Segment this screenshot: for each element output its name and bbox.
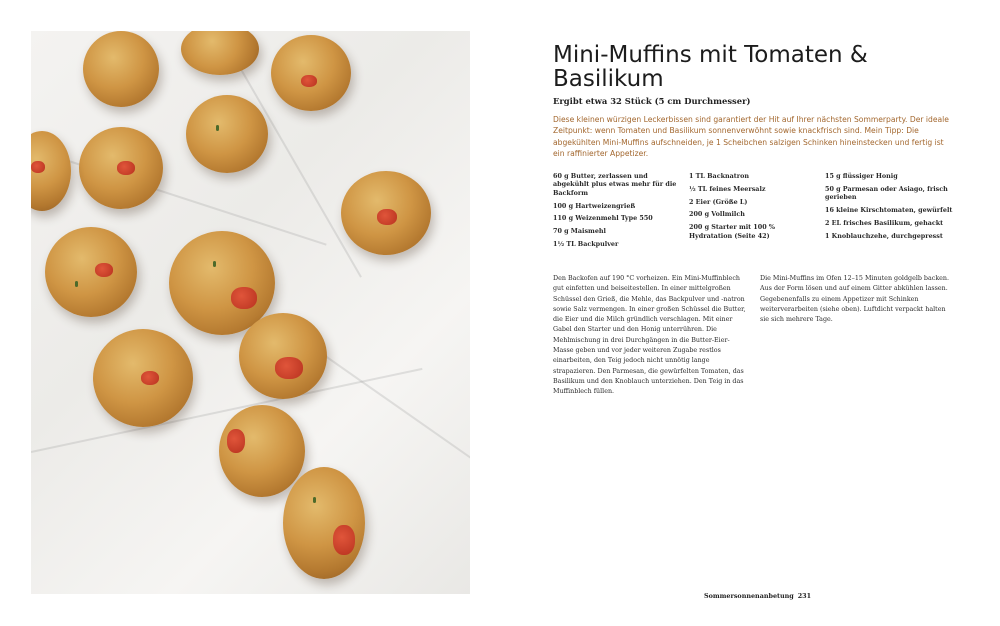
ingredient-item: 16 kleine Kirschtomaten, gewürfelt: [825, 206, 953, 214]
ingredient-item: 1 Knoblauchzehe, durchgepresst: [825, 231, 943, 240]
yield-text: Ergibt etwa 32 Stück (5 cm Durchmesser): [553, 96, 751, 106]
ingredients-column-1: [553, 172, 681, 253]
ingredients-column-3: [825, 172, 953, 244]
ingredient-item: 200 g Starter mit 100 % Hydratation (Seite 42): [689, 223, 775, 240]
page-number: 231: [797, 592, 812, 600]
muffin: [271, 35, 351, 111]
ingredient-item: 50 g Parmesan oder Asiago, frisch gerieben: [825, 184, 948, 202]
method-paragraph-1: Den Backofen auf 190 °C vorheizen. Ein Mini-Muffinblech gut einfetten und beiseitestellen. In einer mittelgroßen Schüssel den Grieß, die Mehle, das Backpulver und -natron sowie Salz vermengen. In einer großen Schüssel die Butter, die Eier und die Milch gründlich verschlagen. Mit einer Gabel den Starter und den Honig unterrühren. Die Mehlmischung in drei Durchgängen in die Butter-Eier-Masse geben und vor jeder weiteren Zugabe restlos einarbeiten, den Teig jedoch nicht unnötig lange strapazieren. Den Parmesan, die gewürfelten Tomaten, das Basilikum und den Knoblauch unterziehen. Den Teig in das Muffinblech füllen.: [553, 275, 746, 396]
muffin: [83, 31, 159, 107]
ingredient-item: 100 g Hartweizengrieß: [553, 201, 636, 210]
intro-paragraph: Diese kleinen würzigen Leckerbissen sind garantiert der Hit auf Ihrer nächsten Sommerparty. Der ideale Zeitpunkt: wenn Tomaten und Basilikum sonnenverwöhnt sowie knackfrisch sind. Mein Tipp: Die abgekühlten Mini-Muffins aufschneiden, je 1 Scheibchen salzigen Schinken hineinstecken und fertig ist ein raffinierter Appetizer.: [553, 115, 949, 159]
muffin: [181, 31, 259, 75]
muffin: [45, 227, 137, 317]
muffin: [186, 95, 268, 173]
ingredients-column-2: [689, 172, 817, 244]
muffin: [31, 131, 71, 211]
ingredient-item: 15 g flüssiger Honig: [825, 172, 898, 180]
muffin: [341, 171, 431, 255]
muffin: [239, 313, 327, 399]
ingredient-item: 200 g Vollmilch: [689, 210, 745, 219]
ingredient-item: ½ TL feines Meersalz: [689, 184, 766, 193]
muffin: [79, 127, 163, 209]
method-paragraph-2: Die Mini-Muffins im Ofen 12–15 Minuten goldgelb backen. Aus der Form lösen und auf einem Gitter abkühlen lassen. Gegebenenfalls zu einem Appetizer mit Schinken weiterverarbeiten (siehe oben). Luftdicht verpackt halten sie sich mehrere Tage.: [760, 275, 950, 324]
ingredient-item: 110 g Weizenmehl Type 550: [553, 214, 653, 223]
muffin: [93, 329, 193, 427]
ingredient-item: 60 g Butter, zerlassen und abgekühlt plus etwas mehr für die Backform: [553, 172, 677, 197]
ingredient-item: 1 TL Backnatron: [689, 172, 750, 180]
ingredient-item: 2 Eier (Größe L): [689, 197, 748, 206]
ingredient-item: 1½ TL Backpulver: [553, 240, 619, 248]
page-footer: [700, 592, 812, 600]
ingredient-item: 70 g Maismehl: [553, 227, 606, 236]
footer-section: Sommersonnenanbetung: [704, 592, 794, 600]
muffin: [219, 405, 305, 497]
muffin: [283, 467, 365, 579]
muffins-photo: [31, 31, 470, 594]
ingredient-item: 2 EL frisches Basilikum, gehackt: [825, 218, 944, 227]
page-title: Mini-Muffins mit Tomaten & Basilikum: [553, 42, 868, 92]
